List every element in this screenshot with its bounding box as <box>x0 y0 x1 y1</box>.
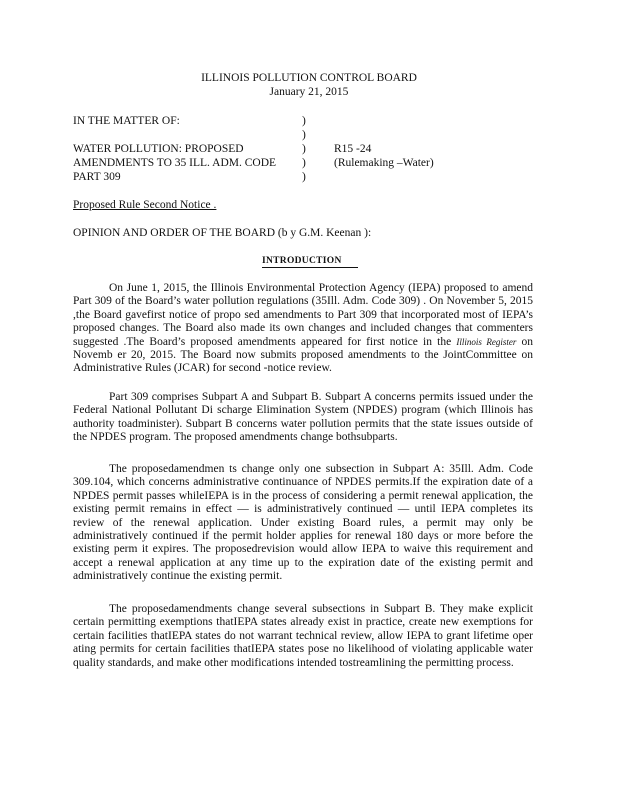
paragraph-4-text: The proposedamendments change several subsections in Subpart B. They make explicit certain permitting exemptions thatIEPA states already exist in practice, create new exemptions for certain facilities thatIEPA states do not warrant technical review, allow IEPA to grant lifetime oper ating permits for certain facilities thatIEPA states pose no likelihood of violating applicable water quality standards, and make other modifications intended tostreamlining the permitting process. <box>73 603 533 669</box>
caption-title-line-3: PART 309 <box>73 171 121 183</box>
paragraph-3-text: The proposedamendmen ts change only one subsection in Subpart A: 35Ill. Adm. Code 309.104, which concerns administrative continuance of NPDES permits.If the expiration date of a NPDES permit passes whileIEPA is in the process of considering a permit renewal application, the existing permit remains in effect — is administratively continued — until IEPA completes its review of the renewal application. Under existing Board rules, a permit may only be administratively continued if the permit holder applies for renewal 180 days or more before the existing perm it expires. The proposedrevision would allow IEPA to waive this requirement and accept a renewal application at any time up to the expiration date of the existing permit and administratively continue the existing permit. <box>73 463 533 583</box>
document-date: January 21, 2015 <box>269 86 349 98</box>
caption-paren: ) <box>302 115 306 127</box>
paragraph-3 <box>73 463 533 584</box>
section-heading-underline <box>262 267 358 268</box>
paragraph-1-text: On June 1, 2015, the Illinois Environmental Protection Agency (IEPA) proposed to amend Part 309 of the Board’s water pollution regulations (35Ill. Adm. Code 309) . On November 5, 2015 ,the Board gavefirst notice of propo sed amendments to Part 309 that incorporated most of IEPA’s proposed changes. The Board also made its own changes and included changes that commenters suggested .The Board’s proposed amendments appeared for first notice in the <box>73 282 533 348</box>
caption-paren: ) <box>302 143 306 155</box>
paragraph-4 <box>73 603 533 670</box>
register-title: Illinois Register <box>456 336 517 347</box>
paragraph-1-text-cont: on Novemb er 20, 2015. The Board now submits proposed amendments to the JointCommittee on Administrative Rules (JCAR) for second -notice review. <box>73 335 534 375</box>
caption-title-line-2: AMENDMENTS TO 35 ILL. ADM. CODE <box>73 157 277 169</box>
paragraph-2 <box>73 391 533 445</box>
agency-heading: ILLINOIS POLLUTION CONTROL BOARD <box>201 72 417 84</box>
matter-label: IN THE MATTER OF: <box>73 115 180 127</box>
rulemaking-type: (Rulemaking –Water) <box>334 157 434 169</box>
notice-label: Proposed Rule Second Notice . <box>73 199 217 211</box>
section-heading: INTRODUCTION <box>262 256 342 266</box>
opinion-heading: OPINION AND ORDER OF THE BOARD (b y G.M. Keenan ): <box>73 227 372 239</box>
caption-title-line-1: WATER POLLUTION: PROPOSED <box>73 143 244 155</box>
docket-number: R15 -24 <box>334 143 372 155</box>
paragraph-1 <box>73 282 533 376</box>
paragraph-2-text: Part 309 comprises Subpart A and Subpart B. Subpart A concerns permits issued under the Federal National Pollutant Di scharge Elimination System (NPDES) program (which Illinois has authority toadminister). Subpart B concerns water pollution permits that the state issues outside of the NPDES program. The proposed amendments change bothsubparts. <box>73 391 533 444</box>
caption-paren: ) <box>302 171 306 183</box>
caption-paren: ) <box>302 157 306 169</box>
caption-paren: ) <box>302 129 306 141</box>
